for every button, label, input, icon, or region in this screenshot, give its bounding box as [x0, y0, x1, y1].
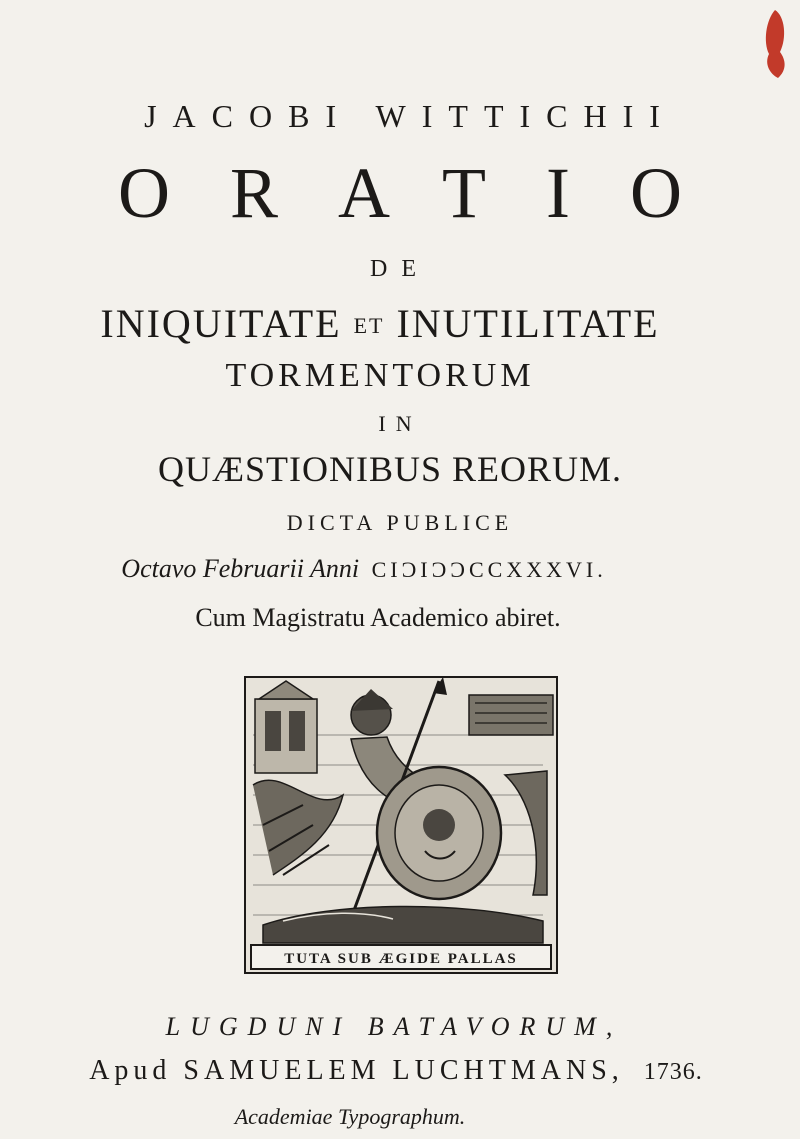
imprint-city: LUGDUNI BATAVORUM, — [165, 1012, 623, 1041]
subject-line-2: TORMENTORUM — [225, 357, 535, 394]
date-year: CIƆIƆƆCCXXXVI. — [371, 557, 607, 582]
subject-line-3: QUÆSTIONIBUS REORUM. — [157, 449, 623, 489]
imprint-printer: Apud SAMUELEM LUCHTMANS, — [89, 1055, 624, 1086]
printer-device-icon — [243, 675, 559, 975]
corner-stamp-icon — [760, 8, 790, 80]
imprint-printer-line — [0, 1055, 796, 1087]
author-name: JACOBI WITTICHII — [144, 98, 676, 134]
subject-inutilitate: INUTILITATE — [396, 301, 660, 346]
title-in: IN — [378, 411, 422, 436]
dicta-publice: DICTA PUBLICE — [286, 510, 514, 535]
title-de: DE — [370, 256, 430, 282]
imprint-role: Academiae Typographum. — [234, 1104, 466, 1129]
imprint-year: 1736. — [643, 1059, 703, 1085]
occasion-line: Cum Magistratu Academico abiret. — [195, 603, 561, 632]
main-title: ORATIO — [118, 153, 742, 233]
subject-et: ET — [353, 313, 385, 338]
subject-line-1 — [0, 300, 780, 347]
date-text: Octavo Februarii Anni — [121, 554, 360, 583]
device-motto: TUTA SUB ÆGIDE PALLAS — [284, 951, 518, 967]
date-line — [0, 554, 764, 584]
subject-iniquitate: INIQUITATE — [100, 301, 342, 346]
